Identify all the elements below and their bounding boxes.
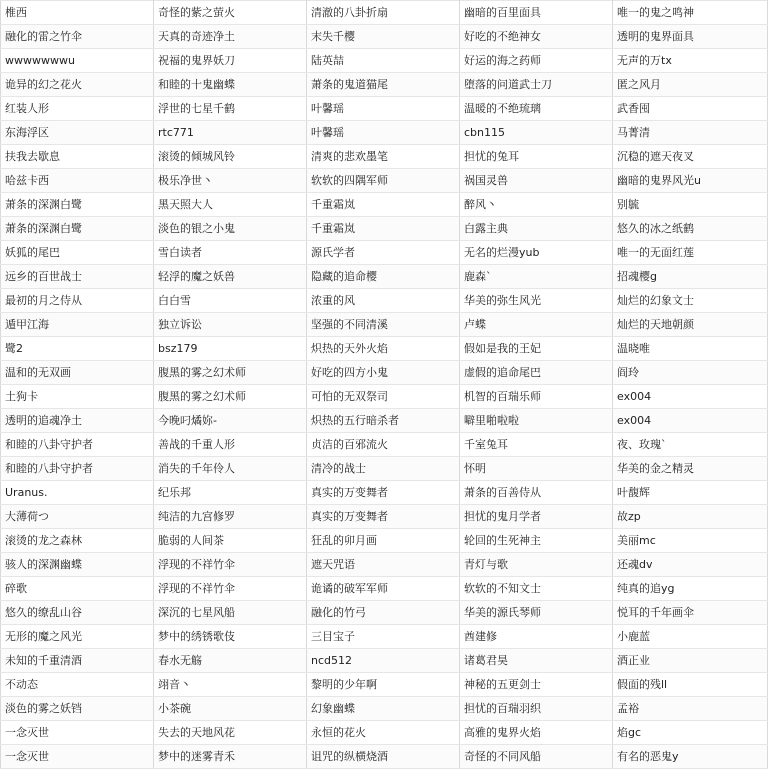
table-cell: 叶馥辉	[613, 481, 768, 505]
table-cell: 碎歌	[1, 577, 154, 601]
table-cell: 一念灭世	[1, 721, 154, 745]
table-cell: 和睦的八卦守护者	[1, 457, 154, 481]
table-row	[1, 265, 768, 289]
table-cell: 千重霜岚	[307, 193, 460, 217]
table-cell: 华美的弥生风光	[460, 289, 613, 313]
table-cell: 可怕的无双祭司	[307, 385, 460, 409]
table-cell: 悦耳的千年画伞	[613, 601, 768, 625]
table-row	[1, 49, 768, 73]
table-row	[1, 577, 768, 601]
table-cell: 青灯与歌	[460, 553, 613, 577]
table-cell: 担忧的百瑞羽织	[460, 697, 613, 721]
table-cell: 祝福的鬼界妖刀	[154, 49, 307, 73]
table-cell: 孟裕	[613, 697, 768, 721]
table-cell: 骇人的深渊幽蝶	[1, 553, 154, 577]
table-row	[1, 745, 768, 769]
table-cell: 妖狐的尾巴	[1, 241, 154, 265]
table-cell: 担忧的鬼月学者	[460, 505, 613, 529]
table-cell: ex004	[613, 409, 768, 433]
table-row	[1, 385, 768, 409]
table-cell: 梦中的迷雾青禾	[154, 745, 307, 769]
table-cell: 远乡的百世战士	[1, 265, 154, 289]
table-cell: 最初的月之侍从	[1, 289, 154, 313]
table-cell: 诸葛君昊	[460, 649, 613, 673]
table-cell: 唯一的鬼之鸣神	[613, 1, 768, 25]
table-cell: 天真的奇迹净土	[154, 25, 307, 49]
table-cell: 永恒的花火	[307, 721, 460, 745]
table-cell: 浮现的不祥竹伞	[154, 553, 307, 577]
table-row	[1, 673, 768, 697]
table-cell: 腹黑的雾之幻术师	[154, 385, 307, 409]
table-cell: 浮现的不祥竹伞	[154, 577, 307, 601]
table-cell: 千重霜岚	[307, 217, 460, 241]
table-row	[1, 529, 768, 553]
table-row	[1, 241, 768, 265]
table-cell: 叶馨瑶	[307, 97, 460, 121]
table-row	[1, 193, 768, 217]
table-cell: 神秘的五更剑士	[460, 673, 613, 697]
table-cell: 扶我去歇息	[1, 145, 154, 169]
table-cell: 马菁清	[613, 121, 768, 145]
table-cell: ex004	[613, 385, 768, 409]
table-cell: 悠久的缭乱山谷	[1, 601, 154, 625]
table-cell: 招魂樱g	[613, 265, 768, 289]
table-cell: 鹿森`	[460, 265, 613, 289]
table-cell: 浓重的风	[307, 289, 460, 313]
table-cell: 美丽mc	[613, 529, 768, 553]
table-cell: 贞洁的百邪流火	[307, 433, 460, 457]
table-cell: 炽热的五行暗杀者	[307, 409, 460, 433]
table-cell: 祸国灵兽	[460, 169, 613, 193]
table-cell: 酒正业	[613, 649, 768, 673]
table-cell: 沉稳的遮天夜叉	[613, 145, 768, 169]
table-cell: 温晓唯	[613, 337, 768, 361]
table-cell: bsz179	[154, 337, 307, 361]
table-cell: 未知的千重清酒	[1, 649, 154, 673]
table-cell: 滚烫的倾城风铃	[154, 145, 307, 169]
table-cell: 好吃的四方小鬼	[307, 361, 460, 385]
table-cell: 不动态	[1, 673, 154, 697]
table-cell: 淡色的雾之妖铛	[1, 697, 154, 721]
table-cell: 噼里啪啦啦	[460, 409, 613, 433]
table-cell: 脆弱的人间茶	[154, 529, 307, 553]
table-cell: 和睦的八卦守护者	[1, 433, 154, 457]
table-cell: 源氏学者	[307, 241, 460, 265]
table-cell: 华美的源氏琴师	[460, 601, 613, 625]
table-cell: 高雅的鬼界火焰	[460, 721, 613, 745]
table-row	[1, 625, 768, 649]
table-cell: 真实的万变舞者	[307, 505, 460, 529]
table-row	[1, 649, 768, 673]
table-row	[1, 481, 768, 505]
table-cell: 故zp	[613, 505, 768, 529]
table-row	[1, 97, 768, 121]
table-cell: 温和的无双画	[1, 361, 154, 385]
table-cell: 滚烫的龙之森林	[1, 529, 154, 553]
table-cell: 诅咒的纵横烧酒	[307, 745, 460, 769]
table-cell: 浮世的七星千鹤	[154, 97, 307, 121]
table-cell: 遮天咒语	[307, 553, 460, 577]
table-row	[1, 457, 768, 481]
table-cell: 深沉的七星风船	[154, 601, 307, 625]
table-cell: 清爽的悲欢墨笔	[307, 145, 460, 169]
table-cell: 独立诉讼	[154, 313, 307, 337]
table-cell: 腹黑的雾之幻术师	[154, 361, 307, 385]
table-cell: 和睦的十鬼幽蝶	[154, 73, 307, 97]
table-cell: 失去的天地风花	[154, 721, 307, 745]
table-cell: 纯真的追yg	[613, 577, 768, 601]
table-cell: 今晚叼燏妳-	[154, 409, 307, 433]
table-cell: 土狗卡	[1, 385, 154, 409]
table-cell: 好运的海之药师	[460, 49, 613, 73]
table-cell: 大薄荷つ	[1, 505, 154, 529]
table-cell: 假面的残ll	[613, 673, 768, 697]
table-cell: 叶馨瑶	[307, 121, 460, 145]
table-cell: rtc771	[154, 121, 307, 145]
table-row	[1, 697, 768, 721]
table-row	[1, 721, 768, 745]
table-cell: 诡谲的破军军师	[307, 577, 460, 601]
table-cell: 黑天照大人	[154, 193, 307, 217]
table-cell: Uranus.	[1, 481, 154, 505]
table-cell: 轮回的生死神主	[460, 529, 613, 553]
table-cell: 担忧的兔耳	[460, 145, 613, 169]
table-cell: 温暖的不绝琉璃	[460, 97, 613, 121]
table-row	[1, 145, 768, 169]
table-cell: 春水无觞	[154, 649, 307, 673]
table-cell: 悠久的冰之纸鹤	[613, 217, 768, 241]
table-cell: 极乐净世丶	[154, 169, 307, 193]
table-cell: 融化的雷之竹伞	[1, 25, 154, 49]
table-row	[1, 505, 768, 529]
table-cell: 诡异的幻之花火	[1, 73, 154, 97]
table-cell: 小茶碗	[154, 697, 307, 721]
table-cell: 机智的百瑞乐师	[460, 385, 613, 409]
table-cell: cbn115	[460, 121, 613, 145]
table-row	[1, 73, 768, 97]
table-cell: 小鹿蓝	[613, 625, 768, 649]
table-cell: 好吃的不绝神女	[460, 25, 613, 49]
table-cell: 末失千樱	[307, 25, 460, 49]
table-cell: 陆英喆	[307, 49, 460, 73]
table-cell: 透明的追魂净土	[1, 409, 154, 433]
table-cell: 白露主典	[460, 217, 613, 241]
table-cell: 狂乱的卯月画	[307, 529, 460, 553]
table-cell: 萧条的深渊白鹭	[1, 217, 154, 241]
table-cell: 遁甲江海	[1, 313, 154, 337]
table-cell: 透明的鬼界面具	[613, 25, 768, 49]
table-cell: 千室兔耳	[460, 433, 613, 457]
table-cell: 萧条的深渊白鹭	[1, 193, 154, 217]
table-cell: 幽暗的百里面具	[460, 1, 613, 25]
table-cell: 奇怪的不同风船	[460, 745, 613, 769]
table-row	[1, 121, 768, 145]
table-cell: 淡色的银之小鬼	[154, 217, 307, 241]
table-cell: 焰gc	[613, 721, 768, 745]
table-cell: 善战的千重人形	[154, 433, 307, 457]
table-cell: 纯洁的九宫修罗	[154, 505, 307, 529]
table-cell: 阎玲	[613, 361, 768, 385]
table-row	[1, 433, 768, 457]
table-cell: 白白雪	[154, 289, 307, 313]
table-cell: 卢蝶	[460, 313, 613, 337]
table-row	[1, 409, 768, 433]
table-cell: 三目宝子	[307, 625, 460, 649]
table-row	[1, 361, 768, 385]
table-cell: 夜、玫瑰`	[613, 433, 768, 457]
table-cell: 椎西	[1, 1, 154, 25]
table-cell: 萧条的鬼道猫尾	[307, 73, 460, 97]
table-row	[1, 217, 768, 241]
table-cell: 鹭2	[1, 337, 154, 361]
table-cell: 有名的恶鬼y	[613, 745, 768, 769]
table-cell: 黎明的少年啊	[307, 673, 460, 697]
table-row	[1, 337, 768, 361]
table-cell: 萧条的百善侍从	[460, 481, 613, 505]
table-cell: 清冷的战士	[307, 457, 460, 481]
table-row	[1, 25, 768, 49]
table-cell: 别毓	[613, 193, 768, 217]
table-cell: 东海浮区	[1, 121, 154, 145]
table-cell: 软软的不知文士	[460, 577, 613, 601]
table-cell: 轻浮的魔之妖兽	[154, 265, 307, 289]
table-cell: 软软的四隅军师	[307, 169, 460, 193]
table-cell: 还魂dv	[613, 553, 768, 577]
table-cell: 酋建修	[460, 625, 613, 649]
table-cell: 真实的万变舞者	[307, 481, 460, 505]
table-cell: 清澈的八卦折扇	[307, 1, 460, 25]
table-cell: 灿烂的幻象文士	[613, 289, 768, 313]
table-cell: 灿烂的天地朝颜	[613, 313, 768, 337]
table-cell: 醉风丶	[460, 193, 613, 217]
table-cell: 梦中的绣锈歌伎	[154, 625, 307, 649]
table-cell: 无声的万tx	[613, 49, 768, 73]
table-cell: 假如是我的王妃	[460, 337, 613, 361]
table-cell: 坚强的不同清溪	[307, 313, 460, 337]
table-cell: 幻象幽蝶	[307, 697, 460, 721]
table-row	[1, 313, 768, 337]
table-row	[1, 169, 768, 193]
table-cell: 雪白读者	[154, 241, 307, 265]
table-row	[1, 601, 768, 625]
table-cell: 怀明	[460, 457, 613, 481]
table-cell: 哈兹卡西	[1, 169, 154, 193]
table-cell: wwwwwwwu	[1, 49, 154, 73]
table-cell: 炽热的天外火焰	[307, 337, 460, 361]
table-cell: 红装人形	[1, 97, 154, 121]
table-cell: 匿之风月	[613, 73, 768, 97]
table-cell: 华美的金之精灵	[613, 457, 768, 481]
table-cell: ncd512	[307, 649, 460, 673]
table-row	[1, 553, 768, 577]
table-row	[1, 289, 768, 313]
table-cell: 唯一的无面红莲	[613, 241, 768, 265]
table-cell: 消失的千年伶人	[154, 457, 307, 481]
table-cell: 武香囤	[613, 97, 768, 121]
table-cell: 幽暗的鬼界风光u	[613, 169, 768, 193]
table-cell: 隐藏的追命樱	[307, 265, 460, 289]
table-cell: 虚假的追命尾巴	[460, 361, 613, 385]
table-cell: 堕落的问道武士刀	[460, 73, 613, 97]
name-table-body	[1, 1, 768, 769]
table-cell: 无名的烂漫yub	[460, 241, 613, 265]
table-cell: 无形的魔之风光	[1, 625, 154, 649]
table-cell: 翊音丶	[154, 673, 307, 697]
table-cell: 纪乐邦	[154, 481, 307, 505]
table-row	[1, 1, 768, 25]
table-cell: 融化的竹弓	[307, 601, 460, 625]
table-cell: 一念灭世	[1, 745, 154, 769]
table-cell: 奇怪的紫之萤火	[154, 1, 307, 25]
